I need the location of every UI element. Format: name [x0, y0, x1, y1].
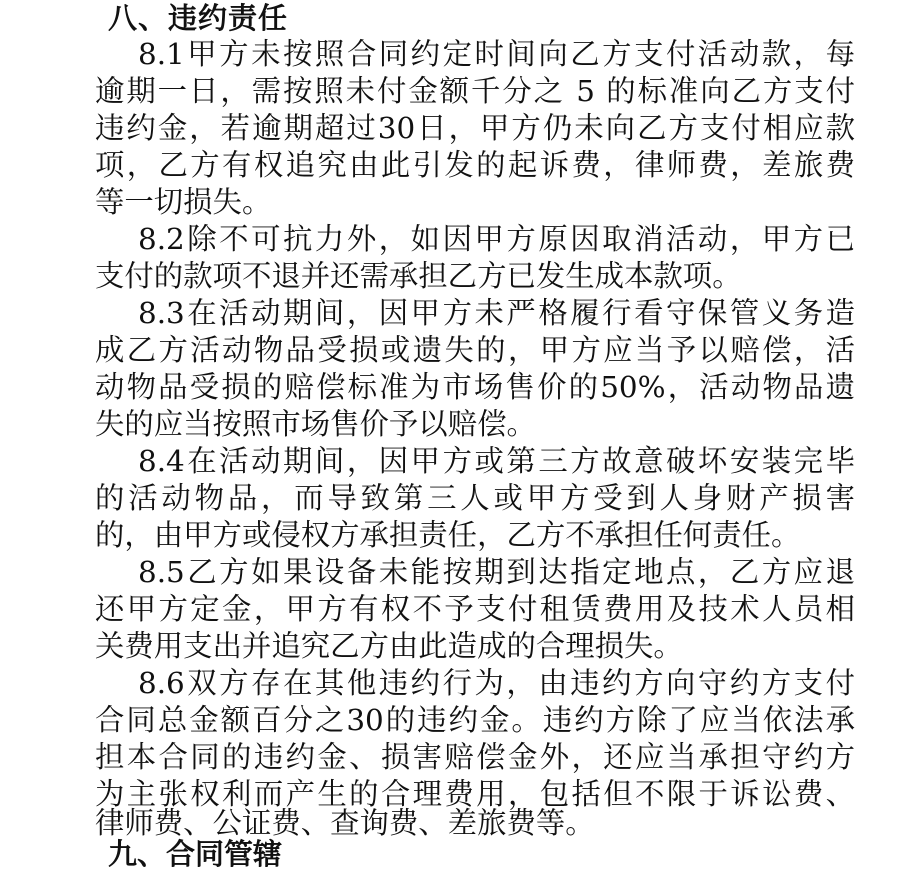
clause-line: 8.1甲方未按照合同约定时间向乙方支付活动款，每: [138, 37, 855, 71]
clause-line: 8.3在活动期间，因甲方未严格履行看守保管义务造: [138, 296, 855, 330]
clause-line: 律师费、公证费、查询费、差旅费等。: [95, 806, 595, 840]
clause-line: 担本合同的违约金、损害赔偿金外，还应当承担守约方: [95, 740, 855, 774]
clause-line: 的，由甲方或侵权方承担责任，乙方不承担任何责任。: [95, 518, 801, 552]
clause-line: 支付的款项不退并还需承担乙方已发生成本款项。: [95, 259, 742, 293]
clause-line: 为主张权利而产生的合理费用，包括但不限于诉讼费、: [95, 777, 855, 811]
clause-line: 等一切损失。: [95, 185, 272, 219]
clause-line: 动物品受损的赔偿标准为市场售价的50%，活动物品遗: [95, 370, 855, 404]
clause-line: 8.5乙方如果设备未能按期到达指定地点，乙方应退: [138, 555, 855, 589]
clause-line: 项，乙方有权追究由此引发的起诉费，律师费，差旅费: [95, 148, 855, 182]
clause-line: 8.6双方存在其他违约行为，由违约方向守约方支付: [138, 666, 855, 700]
clause-line: 成乙方活动物品受损或遗失的，甲方应当予以赔偿，活: [95, 333, 855, 367]
clause-line: 合同总金额百分之30的违约金。违约方除了应当依法承: [95, 703, 855, 737]
clause-line: 8.4在活动期间，因甲方或第三方故意破坏安装完毕: [138, 444, 855, 478]
clause-line: 还甲方定金，甲方有权不予支付租赁费用及技术人员相: [95, 592, 855, 626]
section-heading: 八、违约责任: [108, 1, 289, 35]
clause-line: 违约金，若逾期超过30日，甲方仍未向乙方支付相应款: [95, 111, 855, 145]
next-section-heading-cutoff: 九、合同管辖: [108, 837, 283, 871]
clause-line: 失的应当按照市场售价予以赔偿。: [95, 407, 536, 441]
clause-line: 8.2除不可抗力外，如因甲方原因取消活动，甲方已: [138, 222, 855, 256]
clause-line: 关费用支出并追究乙方由此造成的合理损失。: [95, 629, 683, 663]
clause-line: 的活动物品，而导致第三人或甲方受到人身财产损害: [95, 481, 855, 515]
clause-line: 逾期一日，需按照未付金额千分之 5 的标准向乙方支付: [95, 74, 855, 108]
